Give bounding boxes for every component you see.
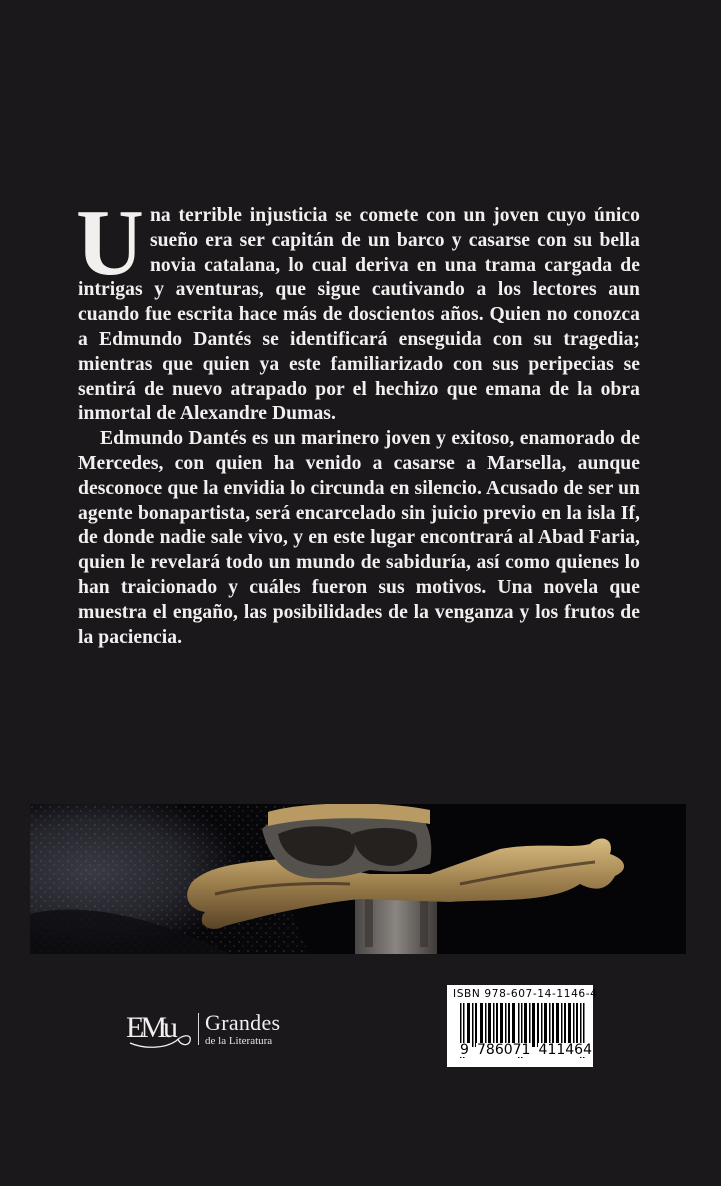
barcode-digit-group: 786071 [477, 1042, 531, 1058]
imprint-divider [198, 1013, 199, 1045]
barcode-bars [453, 1003, 592, 1058]
emu-logo-icon [124, 1009, 194, 1049]
synopsis-text [76, 191, 640, 650]
drop-cap: U [76, 191, 144, 295]
synopsis-paragraph-1 [76, 191, 640, 427]
series-subtitle: de la Literatura [205, 1034, 273, 1047]
isbn-barcode [447, 985, 598, 1067]
sword-illustration [30, 804, 686, 954]
publisher-imprint [124, 1008, 280, 1050]
svg-text:EMu: EMu [126, 1011, 174, 1044]
sword-hilt-photo [30, 804, 686, 954]
series-name [205, 1009, 281, 1047]
paragraph-1-text: na terrible injusticia se comete con un joven cuyo único sueño era ser capitán de un barco y casarse con su bella novia catalana, lo cual deriva en una trama cargada de intrigas y aventuras, que sigue cautivando a los lectores aun cuando fue escrita hace más de doscientos años. Quien no conozca a Edmundo Dantés se identificará enseguida con su tragedia; mientras que quien ya este familiarizado con sus peripecias se sentirá de nuevo atrapado por el hechizo que emana de la obra inmortal de Alexandre Dumas. [78, 205, 640, 425]
synopsis-paragraph-2: Edmundo Dantés es un marinero joven y exitoso, enamorado de Mercedes, con quien ha venido a casarse a Marsella, aunque desconoce que la envidia lo circunda en silencio. Acusado de ser un agente bonapartista, será encarcelado sin juicio previo en la isla If, de donde nadie sale vivo, y en este lugar encontrará al Abad Faria, quien le revelará todo un mundo de sabiduría, así como quienes lo han traicionado y cuáles fueron sus motivos. Una novela que muestra el engaño, las posibilidades de la venganza y los frutos de la paciencia. [78, 428, 640, 648]
barcode-digit-group: 9 [460, 1042, 469, 1058]
series-title: Grandes [205, 1009, 281, 1035]
barcode-digit-group: 411464 [538, 1042, 592, 1058]
isbn-label: ISBN 978-607-14-1146-4 [453, 988, 598, 1000]
barcode-digits [459, 1043, 593, 1057]
